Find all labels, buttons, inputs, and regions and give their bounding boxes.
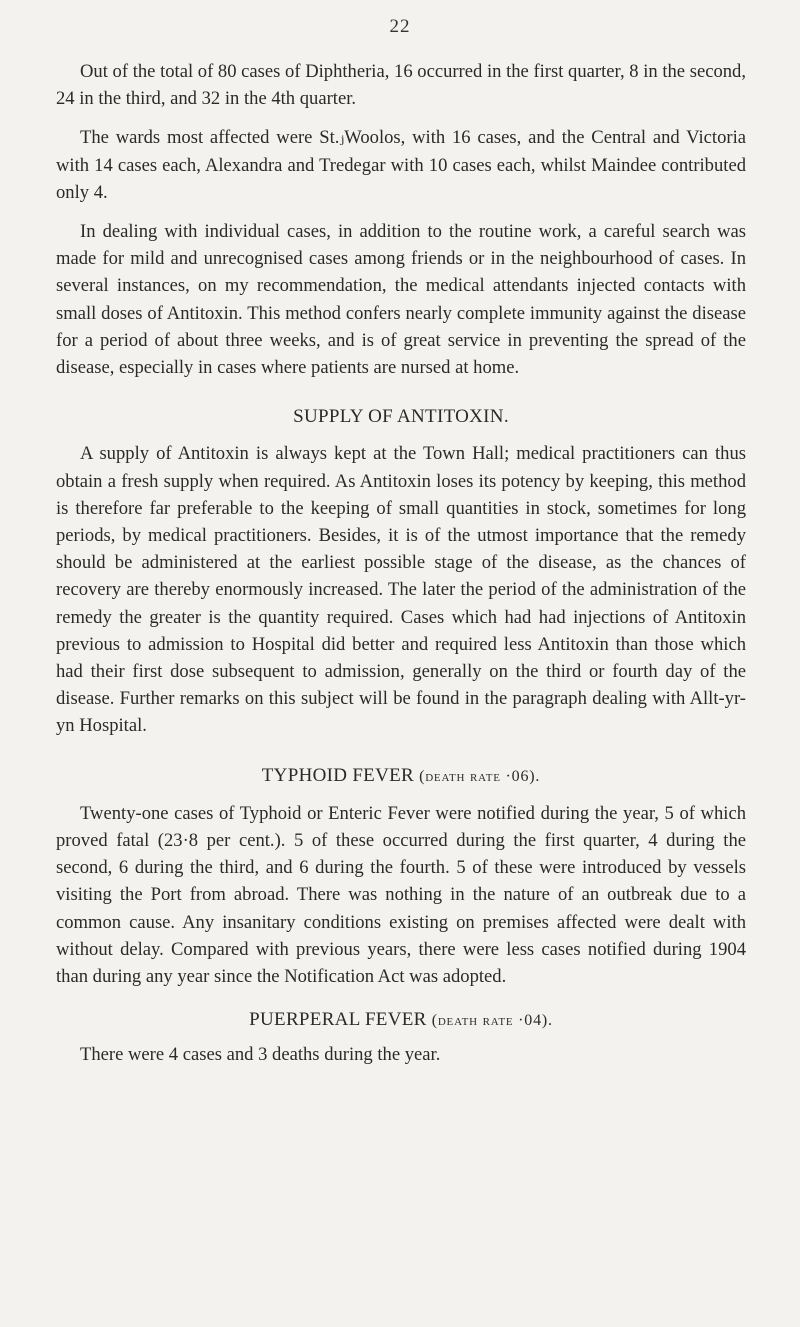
page-body: [56, 58, 746, 1080]
diphtheria-quarters-paragraph: Out of the total of 80 cases of Diphtheria, 16 occurred in the first quarter, 8 in the second, 24 in the third, and 32 in the 4th quarter.: [56, 61, 746, 110]
individual-cases-paragraph: In dealing with individual cases, in addition to the routine work, a careful search was made for mild and unrecognised cases among friends or in the neighbourhood of cases. In several instances, on my recommendation, the medical attendants injected contacts with small doses of Antitoxin. This method confers nearly complete immunity against the disease for a period of about three weeks, and is of great service in preventing the spread of the disease, especially in cases where patients are nursed at home.: [56, 221, 746, 379]
typhoid-paragraph: Twenty-one cases of Typhoid or Enteric Fever were notified during the year, 5 of which proved fatal (23·8 per cent.). 5 of these occurred during the first quarter, 4 during the second, 6 during the third, and 6 during the fourth. 5 of these were introduced by vessels visiting the Port from abroad. There was nothing in the nature of an outbreak due to a common cause. Any insanitary conditions existing on premises affected were dealt with without delay. Compared with previous years, there were less cases notified during 1904 than during any year since the Notification Act was adopted.: [56, 802, 746, 988]
antitoxin-supply-paragraph: A supply of Antitoxin is always kept at the Town Hall; medical practitioners can thus obtain a fresh supply when required. As Antitoxin loses its potency by keeping, this method is therefore far preferable to the keeping of small quantities in stock, sometimes for long periods, by medical practitioners. Besides, it is of the utmost importance that the remedy should be administered at the earliest possible stage of the disease, as the chances of recovery are thereby enormously increased. The later the period of the administration of the remedy the greater is the quantity required. Cases which had had injections of Antitoxin previous to admission to Hospital did better and required less Antitoxin than those which had their first dose subsequent to admission, generally on the third or fourth day of the disease. Further remarks on this subject will be found in the paragraph dealing with Allt-yr-yn Hospital.: [56, 443, 746, 737]
puerperal-paragraph: There were 4 cases and 3 deaths during the year.: [80, 1043, 441, 1065]
typhoid-death-rate: (death rate ·06).: [419, 767, 541, 785]
typhoid-heading: [56, 762, 746, 790]
puerperal-death-rate: (death rate ·04).: [431, 1012, 553, 1030]
page-number: 22: [389, 16, 411, 37]
puerperal-heading: [56, 1006, 746, 1034]
wards-affected-paragraph: The wards most affected were St.ⱼWoolos, with 16 cases, and the Central and Victoria with 14 cases each, Alexandra and Tredegar with 10 cases each, whilst Maindee contributed only 4.: [56, 127, 746, 203]
antitoxin-heading: SUPPLY OF ANTITOXIN.: [293, 406, 509, 428]
puerperal-heading-title: PUERPERAL FEVER: [249, 1009, 427, 1031]
typhoid-heading-title: TYPHOID FEVER: [261, 764, 414, 786]
